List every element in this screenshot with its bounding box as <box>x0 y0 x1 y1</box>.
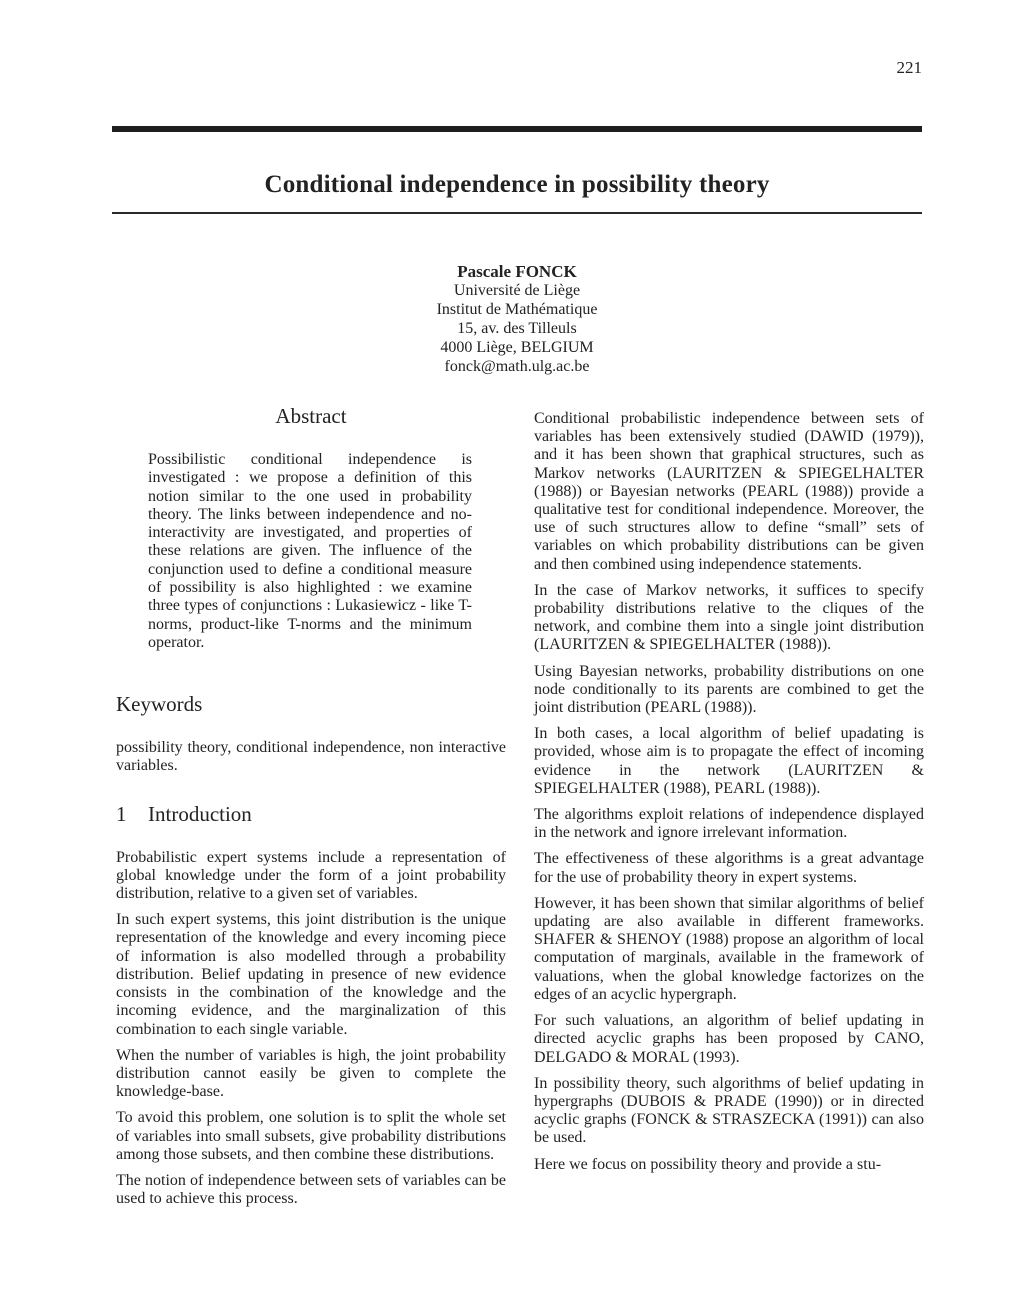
abstract-heading: Abstract <box>275 404 347 428</box>
paragraph: The effectiveness of these algorithms is a great advantage for the use of probability theory in expert systems. <box>534 850 924 886</box>
paragraph: For such valuations, an algorithm of belief updating in directed acyclic graphs has been proposed by CANO, DELGADO & MORAL (1993). <box>534 1012 924 1066</box>
paragraph: In both cases, a local algorithm of belief upadating is provided, whose aim is to propagate the effect of incoming evidence in the network (LAURITZEN & SPIEGELHALTER (1988), PEARL (1988)). <box>534 725 924 797</box>
left-column <box>116 404 506 1216</box>
paragraph: The notion of independence between sets of variables can be used to achieve this process. <box>116 1171 506 1208</box>
paragraph: To avoid this problem, one solution is to split the whole set of variables into small subsets, give probability distributions among those subsets, and then combine these distributions. <box>116 1109 506 1163</box>
author-email: fonck@math.ulg.ac.be <box>444 358 590 375</box>
paragraph: In such expert systems, this joint distribution is the unique representation of the knowledge and every incoming piece of information is also modelled through a probability distribution. Belief updating in presence of new evidence consists in the combination of the knowledge and the incoming evidence, and the marginalization of this combination to each single variable. <box>116 911 506 1038</box>
keywords-heading: Keywords <box>116 692 203 717</box>
section-title: Introduction <box>148 801 252 826</box>
paragraph: However, it has been shown that similar algorithms of belief updating are also available in different frameworks. SHAFER & SHENOY (1988) propose an algorithm of local computation of marginals, available in the framework of valuations, when the global knowledge factorizes on the edges of an acyclic hypergraph. <box>534 894 924 1003</box>
paragraph: The algorithms exploit relations of independence displayed in the network and ignore irrelevant information. <box>534 806 924 842</box>
paragraph: In the case of Markov networks, it suffices to specify probability distributions relative to the cliques of the network, and combine them into a single joint distribution (LAURITZEN & SPIEGELHALTER (1988)). <box>534 581 924 654</box>
paragraph: When the number of variables is high, the joint probability distribution cannot easily be given to complete the knowledge-base. <box>116 1046 506 1101</box>
section-number: 1 <box>116 801 127 826</box>
author-name: Pascale FONCK <box>457 262 577 281</box>
affiliation-line: Université de Liège <box>453 282 581 299</box>
affiliation-line: 15, av. des Tilleuls <box>457 320 577 337</box>
introduction-heading <box>116 802 506 827</box>
paragraph: Using Bayesian networks, probability distributions on one node conditionally to its parents are combined to get the joint distribution (PEARL (1988)). <box>534 662 924 717</box>
paragraph: In possibility theory, such algorithms of belief updating in hypergraphs (DUBOIS & PRADE (1990)) or in directed acyclic graphs (FONCK & STRASZECKA (1991)) can also be used. <box>534 1074 924 1147</box>
affiliation-line: Institut de Mathématique <box>436 301 598 318</box>
top-rule <box>112 126 922 132</box>
keywords-text: possibility theory, conditional independence, non interactive variables. <box>116 739 506 775</box>
paragraph: Here we focus on possibility theory and provide a stu- <box>534 1155 882 1173</box>
paragraph: Conditional probabilistic independence between sets of variables has been extensively studied (DAWID (1979)), and it has been shown that graphical structures, such as Markov networks (LAURITZEN & SPIEGELHALTER (1988)) or Bayesian networks (PEARL (1988)) provide a qualitative test for conditional independence. Moreover, the use of such structures allow to define “small” sets of variables on which probability distributions can be given and then combined using independence statements. <box>534 410 924 573</box>
abstract-text: Possibilistic conditional independence is investigated : we propose a definition of this notion similar to the one used in probability theory. The links between independence and no-interactivity are investigated, and properties of these relations are given. The influence of the conjunction used to define a conditional measure of possibility is also highlighted : we examine three types of conjunctions : Lukasiewicz - like T-norms, product-like T-norms and the minimum operator. <box>148 451 472 651</box>
paper-title: Conditional independence in possibility theory <box>264 170 770 198</box>
title-rule <box>112 212 922 214</box>
right-column <box>534 410 924 1182</box>
paragraph: Probabilistic expert systems include a representation of global knowledge under the form of a joint probability distribution, relative to a given set of variables. <box>116 848 506 903</box>
author-block <box>112 262 922 376</box>
page-number: 221 <box>896 58 922 77</box>
affiliation-line: 4000 Liège, BELGIUM <box>440 339 594 356</box>
